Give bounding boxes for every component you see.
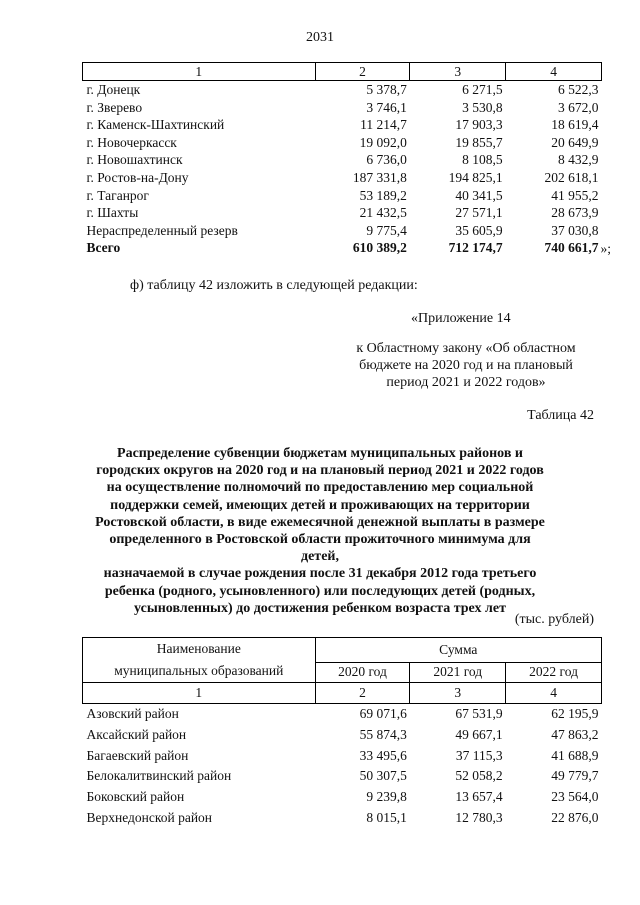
row-value-cell: 27 571,1 [455,205,503,221]
name-header-line: Наименование [156,641,241,656]
table-row [83,81,602,99]
row-value-cell: 67 531,9 [455,706,503,721]
row-value-cell: 202 618,1 [544,169,599,185]
column-number-header: 1 [83,63,316,81]
row-name-cell: г. Таганрог [86,187,149,203]
row-value-cell: 21 432,5 [359,205,407,221]
table-row [83,151,602,169]
row-name-cell: г. Ростов-на-Дону [86,169,189,185]
row-value-cell: 5 378,7 [366,82,407,97]
column-number-header: 4 [506,63,602,81]
row-value-cell: 6 522,3 [558,82,599,97]
top-table-header-row [83,63,602,81]
row-value-cell: 62 195,9 [551,706,599,721]
table-row [83,808,602,829]
table-row [83,725,602,746]
row-value-cell: 49 779,7 [551,768,599,784]
page-number: 2031 [306,30,334,45]
row-value-cell: 40 341,5 [455,187,503,203]
table-label: Таблица 42 [527,408,594,423]
row-value-cell: 33 495,6 [359,747,407,763]
top-table-body [83,81,602,240]
title-line: Распределение субвенции бюджетам муниципальных районов и [117,446,523,461]
year-header: 2021 год [410,662,506,682]
table-row [83,746,602,767]
row-name-cell: Багаевский район [86,747,189,763]
row-value-cell: 8 432,9 [558,152,599,168]
appendix-line: бюджете на 2020 год и на плановый [359,358,573,373]
row-value-cell: 41 955,2 [551,187,599,203]
column-number-row [83,683,602,704]
name-column-header [83,638,316,683]
row-value-cell: 37 030,8 [551,222,599,238]
row-value-cell: 11 214,7 [360,117,407,133]
total-value-last [506,239,612,257]
row-value-cell: 187 331,8 [352,169,407,185]
column-number-header: 4 [506,683,602,704]
row-value-cell: 3 672,0 [558,99,599,115]
table-row [83,766,602,787]
title-line: ребенка (родного, усыновленного) или последующих детей (родных, [104,583,536,599]
row-value-cell: 19 092,0 [359,134,407,150]
row-value-cell: 22 876,0 [551,809,599,825]
main-table-body [83,704,602,829]
appendix-line: к Областному закону «Об областном [356,341,576,356]
row-value-cell: 50 307,5 [359,768,407,784]
row-value-cell: 41 688,9 [551,747,599,763]
row-name-cell: Боковский район [86,789,185,805]
table-row [83,187,602,205]
year-header: 2020 год [315,662,410,682]
row-value-cell: 9 775,4 [366,222,407,238]
title-line: на осуществление полномочий по предоставлению мер социальной [106,480,534,496]
row-value-cell: 12 780,3 [455,809,503,825]
row-name-cell: г. Новошахтинск [86,152,183,168]
main-table-header-row [83,638,602,663]
row-value-cell: 8 108,5 [462,152,503,168]
document-title [92,445,548,617]
row-value-cell: 9 239,8 [366,789,407,805]
main-table [82,637,602,829]
total-label: Всего [86,240,121,256]
row-name-cell: г. Шахты [86,205,139,221]
row-name-cell: Белокалитвинский район [86,768,232,784]
title-line: Ростовской области, в виде ежемесячной денежной выплаты в размере [95,514,545,530]
row-value-cell: 28 673,9 [551,205,599,221]
row-value-cell: 69 071,6 [359,706,407,721]
title-line: усыновленных) до достижения ребенком возраста трех лет [134,600,506,616]
row-name-cell: г. Донецк [86,82,141,97]
row-value-cell: 17 903,3 [455,117,503,133]
row-value-cell: 52 058,2 [455,768,503,784]
column-number-header: 1 [83,683,316,704]
title-line: определенного в Ростовской области прожиточного минимума для детей, [109,532,531,565]
row-name-cell: г. Зверево [86,99,143,115]
row-value-cell: 6 736,0 [366,152,407,168]
column-number-header: 3 [410,63,506,81]
row-value-cell: 23 564,0 [551,789,599,805]
closing-quote: »; [600,241,612,257]
table-row [83,169,602,187]
table-row [83,204,602,222]
appendix-line: период 2021 и 2022 годов» [386,375,546,390]
title-line: поддержки семей, имеющих детей и проживающих на территории [110,497,530,513]
row-name-cell: Верхнедонской район [86,809,213,825]
row-value-cell: 13 657,4 [455,789,503,805]
row-value-cell: 18 619,4 [551,117,599,133]
total-value: 712 174,7 [448,240,503,256]
table-row [83,116,602,134]
row-name-cell: Азовский район [86,706,179,721]
row-value-cell: 47 863,2 [551,726,599,742]
row-value-cell: 37 115,3 [455,747,503,763]
row-value-cell: 3 746,1 [366,99,407,115]
row-name-cell: г. Новочеркасск [86,134,177,150]
row-value-cell: 6 271,5 [462,82,503,97]
total-value: 740 661,7 [544,240,599,256]
column-number-header: 2 [315,63,410,81]
total-value: 610 389,2 [352,240,407,256]
title-line: городских округов на 2020 год и на плановый период 2021 и 2022 годов [96,463,544,479]
row-value-cell: 19 855,7 [455,134,503,150]
row-value-cell: 194 825,1 [448,169,503,185]
year-header: 2022 год [506,662,602,682]
row-name-cell: г. Каменск-Шахтинский [86,117,225,133]
amendment-instruction: ф) таблицу 42 изложить в следующей редакции: [130,278,418,293]
row-value-cell: 49 667,1 [455,726,503,742]
row-value-cell: 8 015,1 [366,809,407,825]
sum-header: Сумма [315,638,601,663]
table-row [83,222,602,240]
column-number-header: 3 [410,683,506,704]
row-value-cell: 20 649,9 [551,134,599,150]
row-value-cell: 53 189,2 [359,187,407,203]
name-header-line: муниципальных образований [114,663,284,678]
table-row [83,704,602,725]
table-row [83,787,602,808]
column-number-header: 2 [315,683,410,704]
row-value-cell: 55 874,3 [359,726,407,742]
top-table-total-row [83,239,602,257]
row-value-cell: 3 530,8 [462,99,503,115]
row-name-cell: Аксайский район [86,726,187,742]
table-row [83,134,602,152]
appendix-title: «Приложение 14 [411,311,511,326]
appendix-subtitle [336,340,596,391]
units-label: (тыс. рублей) [514,612,594,627]
row-name-cell: Нераспределенный резерв [86,222,238,238]
row-value-cell: 35 605,9 [455,222,503,238]
title-line: назначаемой в случае рождения после 31 декабря 2012 года третьего [103,566,537,582]
top-table [82,62,612,257]
table-row [83,99,602,117]
